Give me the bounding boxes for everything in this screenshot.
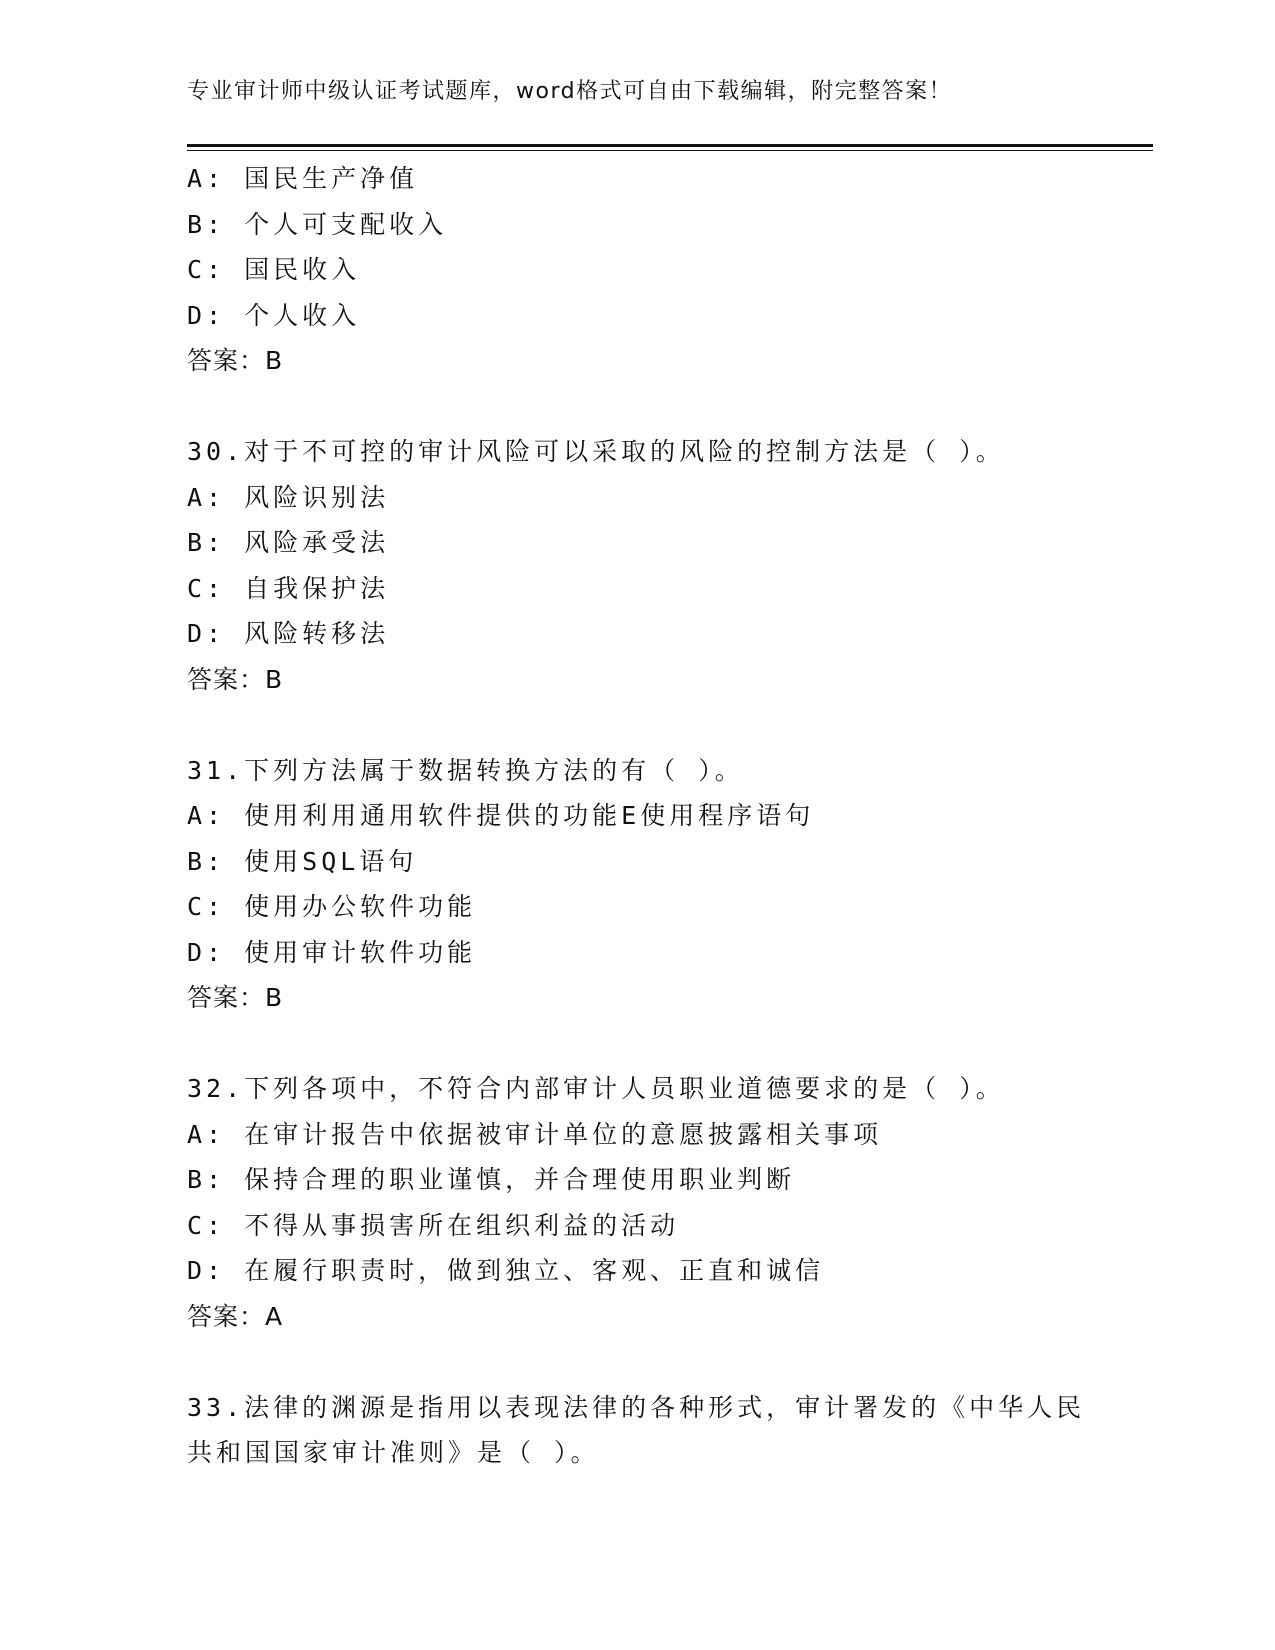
question-text: 32.下列各项中，不符合内部审计人员职业道德要求的是（ ）。	[187, 1074, 1005, 1103]
answer: 答案：B	[187, 346, 284, 375]
page-header: 专业审计师中级认证考试题库，word格式可自由下载编辑，附完整答案！	[187, 79, 953, 104]
question-32	[187, 1066, 1087, 1339]
option-a: A: 在审计报告中依据被审计单位的意愿披露相关事项	[187, 1119, 883, 1149]
option-c: C: 使用办公软件功能	[187, 892, 477, 921]
question-30	[187, 429, 1087, 702]
spacer	[187, 702, 1087, 748]
option-a: A: 使用利用通用软件提供的功能E使用程序语句	[187, 801, 815, 830]
spacer	[187, 384, 1087, 430]
question-content	[187, 156, 1087, 1476]
option-b: B: 个人可支配收入	[187, 209, 448, 239]
option-b: B: 风险承受法	[187, 528, 390, 557]
question-31	[187, 748, 1087, 1021]
option-d: D: 在履行职责时，做到独立、客观、正直和诚信	[187, 1256, 825, 1285]
option-b: B: 保持合理的职业谨慎，并合理使用职业判断	[187, 1165, 796, 1194]
option-d: D: 个人收入	[187, 300, 361, 330]
header-divider-thin	[187, 150, 1153, 151]
option-a: A: 风险识别法	[187, 482, 390, 512]
option-c: C: 自我保护法	[187, 573, 390, 603]
question-text-line-2: 共和国国家审计准则》是（ ）。	[187, 1438, 600, 1467]
option-c: C: 国民收入	[187, 255, 361, 284]
answer: 答案：A	[187, 1301, 284, 1331]
question-33	[187, 1385, 1087, 1476]
option-b: B: 使用SQL语句	[187, 846, 418, 876]
option-d: D: 风险转移法	[187, 619, 390, 648]
question-text-line-1: 33.法律的渊源是指用以表现法律的各种形式，审计署发的《中华人民	[187, 1392, 1086, 1422]
answer: 答案：B	[187, 983, 284, 1012]
spacer	[187, 1021, 1087, 1067]
prev-question-block	[187, 156, 1087, 384]
option-d: D: 使用审计软件功能	[187, 937, 477, 967]
option-c: C: 不得从事损害所在组织利益的活动	[187, 1210, 680, 1240]
question-text: 30.对于不可控的审计风险可以采取的风险的控制方法是（ ）。	[187, 437, 1005, 466]
spacer	[187, 1339, 1087, 1385]
answer: 答案：B	[187, 664, 284, 694]
header-divider-thick	[187, 144, 1153, 147]
option-a: A: 国民生产净值	[187, 164, 419, 193]
question-text: 31.下列方法属于数据转换方法的有（ ）。	[187, 755, 744, 785]
